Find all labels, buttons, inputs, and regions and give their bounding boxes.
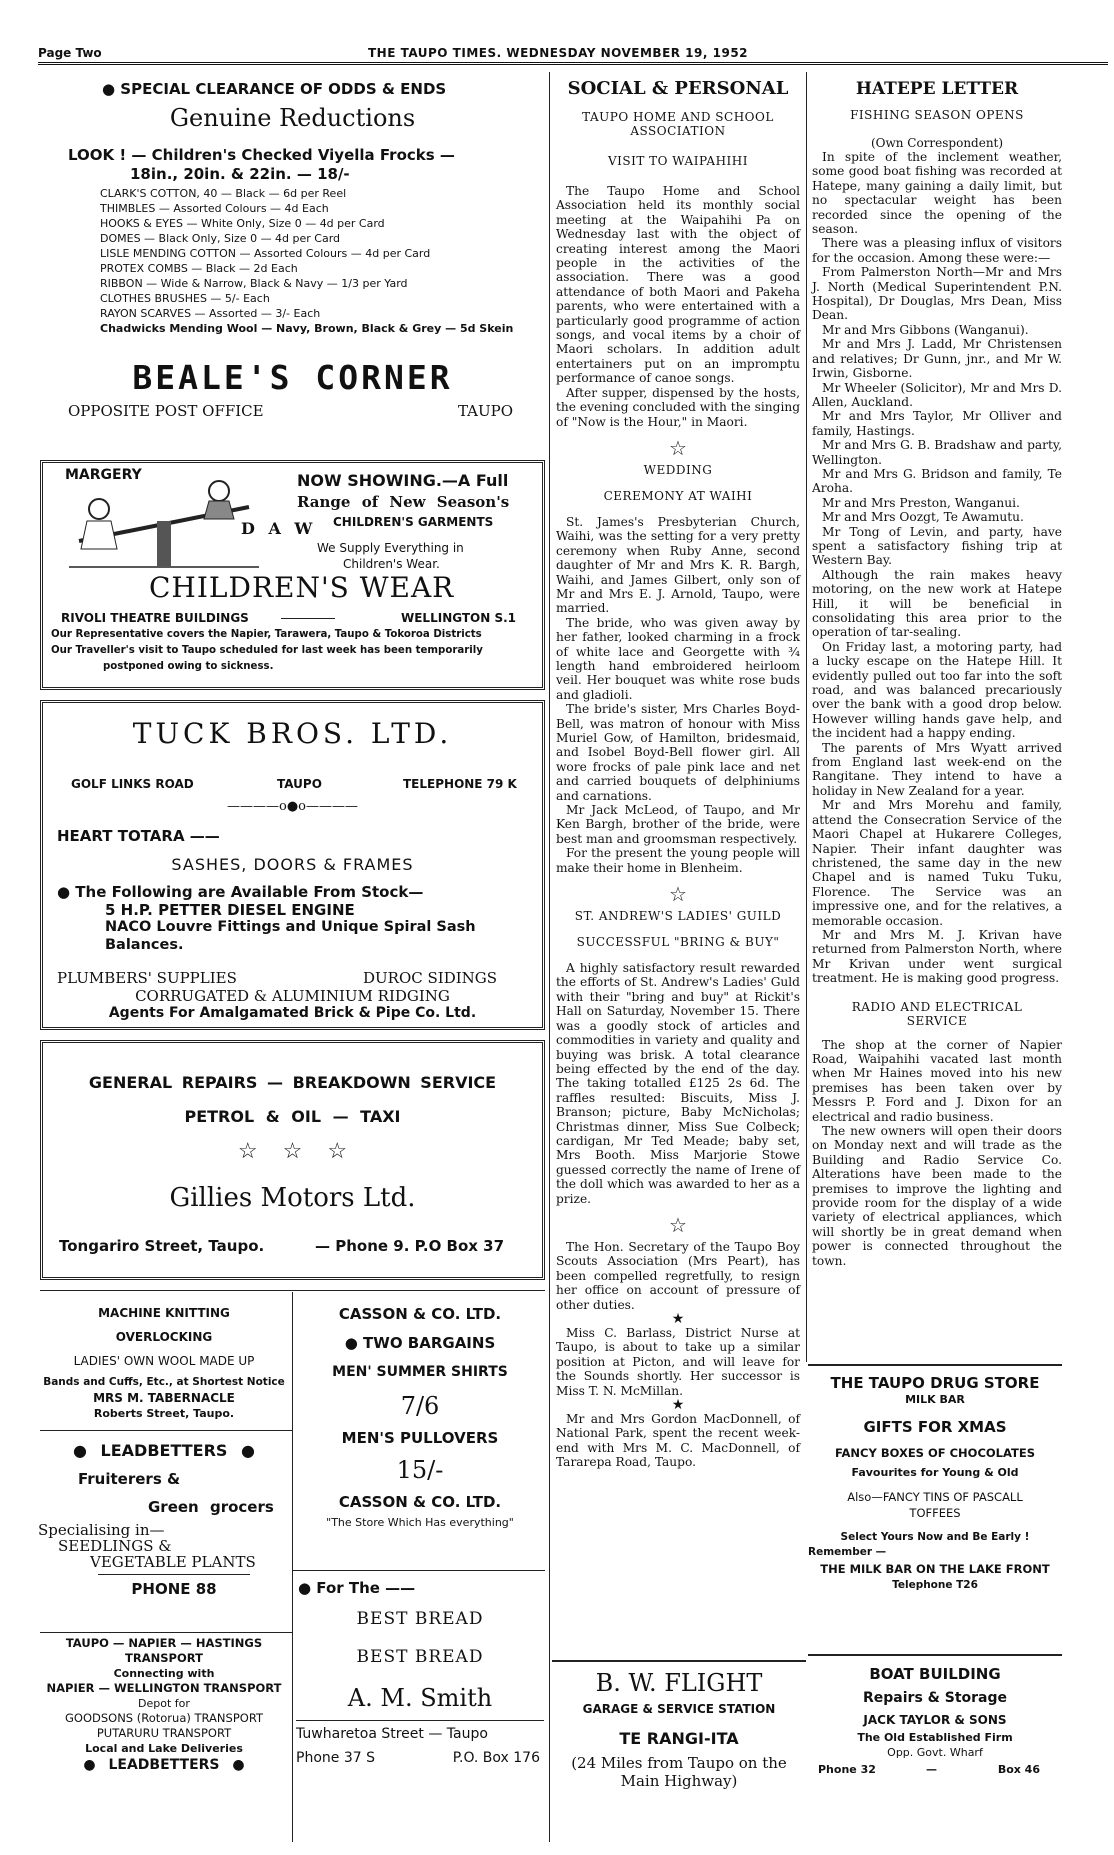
flight-distance-line2: Main Highway) [620, 1772, 738, 1790]
transport-line6: GOODSONS (Rotorua) TRANSPORT [64, 1711, 263, 1725]
boat-owner: JACK TAYLOR & SONS [863, 1713, 1007, 1727]
gillies-petrol: PETROL & OIL — TAXI [184, 1107, 401, 1126]
tuck-bros-ad [40, 700, 545, 1030]
gillies-stars: ☆ ☆ ☆ [237, 1139, 348, 1164]
margery-name: MARGERY [65, 467, 142, 483]
divider [281, 618, 335, 619]
casson-price2: 15/- [396, 1456, 444, 1484]
wedding-para5: For the present the young people will make their home in Blenheim. [556, 846, 800, 875]
list-item: CLARK'S COTTON, 40 — Black — 6d per Reel [100, 187, 347, 200]
tuck-ornament: ————o●o———— [227, 799, 358, 814]
transport-ad [38, 1636, 290, 1774]
tabernacle-line1: MACHINE KNITTING [98, 1306, 230, 1320]
rule [292, 1570, 545, 1571]
home-school-subheading: VISIT TO WAIPAHIHI [607, 154, 749, 168]
gillies-repairs: GENERAL REPAIRS — BREAKDOWN SERVICE [88, 1073, 497, 1092]
list-item: LISLE MENDING COTTON — Assorted Colours — 4d per Card [100, 247, 431, 260]
flight-sub: GARAGE & SERVICE STATION [582, 1702, 776, 1716]
hatepe-para: Although the rain makes heavy motoring, on the new work at Hatepe Hill, it will be beneficial in consolidating this area prior to the operation of tar-sealing. [812, 567, 1062, 640]
star-icon: ☆ [669, 882, 687, 907]
column-divider [292, 1292, 293, 1842]
casson-price1: 7/6 [400, 1392, 440, 1420]
home-school-heading: TAUPO HOME AND SCHOOL ASSOCIATION [582, 110, 774, 138]
wedding-para2: The bride, who was given away by her father, looked charming in a frock of white lace and Georgette with ¾ length hand embroidered heirloom veil. Her bouquet was white rose buds and gladioli. [556, 615, 800, 702]
tuck-road: GOLF LINKS ROAD [71, 777, 194, 791]
tabernacle-line6: Roberts Street, Taupo. [93, 1407, 235, 1420]
drug-boxes: FANCY BOXES OF CHOCOLATES [835, 1446, 1035, 1460]
drug-also-line1: Also—FANCY TINS OF PASCALL [847, 1490, 1023, 1504]
star-icon: ★ [671, 1397, 685, 1414]
drug-favourites: Favourites for Young & Old [851, 1466, 1019, 1479]
tuck-name: TUCK BROS. LTD. [132, 717, 453, 750]
smith-best-bread-2: BEST BREAD [356, 1647, 484, 1667]
column-divider [549, 72, 550, 1842]
leadbetters-name: ● LEADBETTERS ● [73, 1441, 255, 1460]
tabernacle-line5: MRS M. TABERNACLE [93, 1391, 235, 1405]
hatepe-para: From Palmerston North—Mr and Mrs J. North (Medical Superintendent P.N. Hospital), Dr Douglas, Mrs Dean, Miss Dean. [812, 265, 1062, 323]
hatepe-para: Mr and Mrs G. Bridson and family, Te Aroha. [812, 466, 1062, 496]
header-rule [38, 62, 1108, 65]
list-item: PROTEX COMBS — Black — 2d Each [100, 262, 298, 275]
flight-place: TE RANGI-ITA [619, 1729, 739, 1748]
smith-phone: Phone 37 S [296, 1750, 375, 1766]
margery-traveller-line1: Our Traveller's visit to Taupo scheduled for last week has been temporarily [51, 645, 483, 656]
transport-line9: ● LEADBETTERS ● [83, 1757, 245, 1773]
tuck-naco-line1: NACO Louvre Fittings and Unique Spiral Sash [105, 919, 476, 935]
drug-gifts: GIFTS FOR XMAS [863, 1418, 1007, 1436]
smith-best-bread-1: BEST BREAD [356, 1609, 484, 1629]
hatepe-subheading: FISHING SEASON OPENS [850, 108, 1024, 122]
tuck-corrugated: CORRUGATED & ALUMINIUM RIDGING [135, 987, 450, 1005]
beales-ad [40, 74, 545, 424]
tabernacle-line2: OVERLOCKING [115, 1330, 213, 1344]
masthead: THE TAUPO TIMES. WEDNESDAY NOVEMBER 19, 1952 [367, 46, 749, 60]
rule [40, 1290, 545, 1291]
beales-name: BEALE'S CORNER [132, 358, 453, 397]
casson-ad [296, 1300, 544, 1532]
boat-building-ad [808, 1654, 1062, 1780]
radio-para1: The shop at the corner of Napier Road, Waipahihi vacated last month when Mr Haines moved into his new premises has been taken over by Messrs P. Ford and J. Dixon for an electrical and radio business. [812, 1037, 1062, 1124]
supply-line1: We Supply Everything in [317, 541, 464, 555]
nurse-para: Miss C. Barlass, District Nurse at Taupo, is about to take up a similar position at Picton, and will leave for the Sounds shortly. Her successor is Miss T. N. McMillan. [556, 1326, 800, 1398]
transport-line4: NAPIER — WELLINGTON TRANSPORT [46, 1681, 282, 1695]
smith-for: ● For The —— [298, 1579, 416, 1597]
beales-banner: ● SPECIAL CLEARANCE OF ODDS & ENDS [102, 80, 447, 98]
beales-location-right: TAUPO [458, 402, 514, 420]
radio-heading: RADIO AND ELECTRICAL SERVICE [851, 999, 1023, 1028]
boat-phone: Phone 32 [818, 1763, 876, 1776]
tuck-phone: TELEPHONE 79 K [403, 777, 517, 791]
boat-dash: — [926, 1763, 937, 1776]
boat-opposite: Opp. Govt. Wharf [887, 1746, 983, 1759]
transport-line2: TRANSPORT [125, 1651, 203, 1665]
tuck-town: TAUPO [277, 777, 322, 791]
flight-ad [552, 1660, 806, 1790]
casson-bargains: ● TWO BARGAINS [344, 1334, 496, 1352]
gillies-motors-ad [40, 1040, 545, 1280]
page-number: Page Two [38, 46, 102, 60]
wedding-subheading: CEREMONY AT WAIHI [603, 488, 753, 503]
star-icon: ☆ [669, 435, 687, 460]
macdonnell-para: Mr and Mrs Gordon MacDonnell, of National Park, spent the recent week-end with Mrs M. C. MacDonnell, of Tararepa Road, Taupo. [556, 1412, 800, 1470]
transport-line8: Local and Lake Deliveries [85, 1742, 243, 1755]
star-icon: ☆ [669, 1212, 687, 1237]
drug-also-line2: TOFFEES [909, 1506, 961, 1520]
tabernacle-line3: LADIES' OWN WOOL MADE UP [73, 1354, 255, 1368]
hatepe-para: There was a pleasing influx of visitors for the occasion. Among these were:— [812, 236, 1062, 265]
tuck-supplies-left: PLUMBERS' SUPPLIES [57, 969, 237, 987]
transport-line1: TAUPO — NAPIER — HASTINGS [65, 1636, 263, 1650]
beales-look-line2: 18in., 20in. & 22in. — 18/- [130, 165, 350, 183]
hatepe-para: Mr Wheeler (Solicitor), Mr and Mrs D. Allen, Auckland. [812, 380, 1062, 409]
leadbetters-phone: PHONE 88 [98, 1574, 250, 1603]
gillies-street: Tongariro Street, Taupo. [59, 1237, 265, 1255]
transport-line7: PUTARURU TRANSPORT [96, 1726, 232, 1740]
margery-representative: Our Representative covers the Napier, Tarawera, Taupo & Tokoroa Districts [51, 629, 482, 640]
casson-name2: CASSON & CO. LTD. [338, 1493, 502, 1511]
leadbetters-spec1: Specialising in— [38, 1521, 165, 1539]
hatepe-para: On Friday last, a motoring party, had a lucky escape on the Hatepe Hill. It evidently pulled out too far into the soft road, and was balanced precariously over the bank with a good drop below. However willing hands gave help, and the incident had a happy ending. [812, 639, 1062, 741]
casson-pullovers: MEN'S PULLOVERS [341, 1429, 499, 1447]
drug-select-line2: Remember — [808, 1546, 887, 1558]
wedding-para4: Mr Jack McLeod, of Taupo, and Mr Ken Bargh, brother of the bride, were best man and groomsman respectively. [556, 803, 800, 846]
leadbetters-spec3: VEGETABLE PLANTS [90, 1553, 256, 1571]
social-personal-column [556, 74, 800, 1470]
scouts-para: The Hon. Secretary of the Taupo Boy Scouts Association (Mrs Peart), has been compelled regretfully, to resign her office on account of pressure of other duties. [556, 1239, 800, 1312]
tuck-naco-line2: Balances. [105, 937, 184, 953]
hatepe-para: In spite of the inclement weather, some good boat fishing was recorded at Hatepe, many gaining a daily limit, but no spectacular weight has been recorded since the opening of the season. [812, 150, 1062, 237]
transport-line5: Depot for [138, 1697, 190, 1710]
hatepe-para: Mr and Mrs Morehu and family, attend the Consecration Service of the Maori Chapel at Hukarere Colleges, Napier. Their infant daughter was christened, the same day in the new Chapel and is named Tuku Tuku, Florence. The Service was an impressive one, and for the relatives, a memorable occasion. [812, 798, 1062, 928]
hatepe-para: Mr and Mrs Oozgt, Te Awamutu. [822, 510, 1024, 525]
list-item: CLOTHES BRUSHES — 5/- Each [100, 292, 270, 305]
star-icon: ★ [671, 1311, 685, 1327]
margery-traveller-line2: postponed owing to sickness. [103, 661, 274, 672]
beales-look-line1: LOOK ! — Children's Checked Viyella Frocks — [68, 146, 455, 164]
boat-contact [808, 1760, 1062, 1780]
drug-telephone: Telephone T26 [892, 1579, 978, 1591]
childrens-wear-title: CHILDREN'S WEAR [149, 571, 455, 604]
list-item: Chadwicks Mending Wool — Navy, Brown, Black & Grey — 5d Skein [100, 322, 514, 335]
page-header [38, 44, 1078, 68]
hatepe-para: Mr and Mrs J. Ladd, Mr Christensen and relatives; Dr Gunn, jnr., and Mr W. Irwin, Gisborne. [812, 337, 1062, 381]
supply-line2: Children's Wear. [343, 557, 440, 571]
rule [40, 1430, 292, 1431]
hatepe-correspondent: (Own Correspondent) [870, 136, 1004, 150]
leadbetters-ad [38, 1436, 290, 1603]
margery-daw-ad [40, 460, 545, 690]
guild-para: A highly satisfactory result rewarded the efforts of St. Andrew's Ladies' Guld with their "bring and buy" at Rickit's Hall on Saturday, November 15. There was a goodly stock of articles and commodities in variety and quality and buying was brisk. A total clearance being effected by the end of the day. The taking totalled £125 2s 6d. The raffles resulted: Biscuits, Miss J. Branson; picture, Baby McNicholas; Christmas dinner, Miss Sue Colbeck; cardigan, Mr Ted Meade; baby set, Mrs Booth. Miss Marjorie Stowe guessed correctly the name of Irene of the doll which was awarded to her as a prize. [556, 961, 800, 1206]
hatepe-para: Mr and Mrs M. J. Krivan have returned from Palmerston North, where Mr Krivan under went surgical treatment. He is making good progress. [812, 927, 1062, 986]
column-divider [806, 72, 807, 1362]
now-showing-line1: NOW SHOWING.—A Full [297, 471, 509, 490]
wedding-para1: St. James's Presbyterian Church, Waihi, was the setting for a very pretty ceremony when Ruby Anne, second daughter of Mr and Mrs K. R. Bargh, Waihi, and James Gilbert, only son of Mr and Mrs E. J. Arnold, Taupo, were married. [556, 514, 800, 616]
radio-para2: The new owners will open their doors on Monday next and will trade as the Building and Radio Service Co. Alterations have been made to the premises to improve the lighting and provide room for the display of a wide variety of electrical appliances, which will shortly be in great demand when power is connected throughout the town. [812, 1124, 1062, 1268]
social-title: SOCIAL & PERSONAL [567, 78, 789, 99]
drug-select-line1: Select Yours Now and Be Early ! [840, 1531, 1030, 1543]
hatepe-para: Mr and Mrs Taylor, Mr Olliver and family, Hastings. [812, 409, 1062, 438]
tabernacle-line4: Bands and Cuffs, Etc., at Shortest Notice [43, 1376, 285, 1388]
drug-milkbar: MILK BAR [905, 1393, 965, 1406]
hatepe-para: Mr and Mrs Gibbons (Wanganui). [822, 322, 1029, 337]
hatepe-para: Mr and Mrs G. B. Bradshaw and party, Wellington. [812, 438, 1062, 467]
leadbetters-greengrocers: Green grocers [148, 1498, 274, 1516]
leadbetters-spec2: SEEDLINGS & [58, 1537, 172, 1555]
tuck-agents: Agents For Amalgamated Brick & Pipe Co. Ltd. [108, 1005, 477, 1021]
see-saw-children-illustration [59, 469, 269, 579]
leadbetters-fruiterers: Fruiterers & [78, 1470, 181, 1488]
flight-distance-line1: (24 Miles from Taupo on the [571, 1754, 787, 1772]
list-item: DOMES — Black Only, Size 0 — 4d per Card [100, 232, 341, 245]
margery-daw: D A W [241, 519, 317, 538]
hatepe-title: HATEPE LETTER [855, 79, 1019, 99]
smith-street: Tuwharetoa Street — Taupo [296, 1720, 544, 1747]
drug-name: THE TAUPO DRUG STORE [830, 1374, 1040, 1392]
now-showing-line2: Range of New Season's [297, 493, 510, 511]
guild-heading: ST. ANDREW'S LADIES' GUILD [574, 909, 782, 924]
wedding-heading: WEDDING [643, 462, 713, 477]
rule [40, 1632, 292, 1633]
tuck-stock: ● The Following are Available From Stock— [57, 883, 424, 901]
smith-box: P.O. Box 176 [452, 1750, 540, 1766]
transport-line3: Connecting with [113, 1667, 215, 1680]
tuck-engine: 5 H.P. PETTER DIESEL ENGINE [105, 901, 355, 919]
hatepe-para: Mr Tong of Levin, and party, have spent a satisfactory fishing trip at Western Bay. [812, 524, 1062, 568]
wedding-para3: The bride's sister, Mrs Charles Boyd-Bell, was matron of honour with Miss Muriel Gow, of Hamilton, bridesmaid, and Isobel Boyd-Bell flower girl. All wore frocks of pale pink lace and net and carried bouquets of delphiniums and carnations. [556, 702, 800, 803]
tabernacle-ad [38, 1300, 290, 1421]
now-showing-line3: CHILDREN'S GARMENTS [333, 515, 494, 529]
smith-contact [296, 1747, 544, 1769]
tuck-sashes: SASHES, DOORS & FRAMES [171, 855, 414, 874]
boat-firm: The Old Established Firm [857, 1731, 1013, 1744]
guild-subheading: SUCCESSFUL "BRING & BUY" [576, 935, 780, 950]
boat-repairs: Repairs & Storage [863, 1690, 1007, 1706]
beales-item-list [100, 186, 540, 336]
drug-store-ad [808, 1364, 1062, 1592]
margery-address-left: RIVOLI THEATRE BUILDINGS [61, 611, 249, 625]
gillies-phone: — Phone 9. P.O Box 37 [315, 1237, 505, 1255]
tuck-heart-totara: HEART TOTARA —— [57, 827, 220, 845]
boat-box: Box 46 [997, 1763, 1040, 1776]
casson-shirts: MEN' SUMMER SHIRTS [332, 1364, 508, 1380]
casson-slogan: "The Store Which Has everything" [326, 1516, 514, 1529]
drug-lake-front: THE MILK BAR ON THE LAKE FRONT [820, 1562, 1050, 1576]
beales-headline: Genuine Reductions [169, 104, 416, 132]
flight-name: B. W. FLIGHT [595, 1669, 763, 1697]
home-school-para1: The Taupo Home and School Association held its monthly social meeting at the Waipahihi Pa on Wednesday last with the object of creating interest among the Maori people in the activities of the association. There was a good attendance of both Maori and Pakeha parents, who were entertained with a particularly good programme of action songs, and vocal items by a choir of Maori scholars. In addition adult entertainers put on an impromptu performance of canoe songs. [556, 184, 800, 386]
smith-name: A. M. Smith [347, 1684, 493, 1712]
margery-address-right: WELLINGTON S.1 [401, 611, 517, 625]
list-item: THIMBLES — Assorted Colours — 4d Each [100, 202, 329, 215]
gillies-name: Gillies Motors Ltd. [169, 1183, 416, 1213]
hatepe-para: Mr and Mrs Preston, Wanganui. [822, 495, 1020, 510]
boat-name: BOAT BUILDING [869, 1665, 1001, 1683]
list-item: RAYON SCARVES — Assorted — 3/- Each [100, 307, 321, 320]
smith-bakery-ad [296, 1576, 544, 1769]
casson-name: CASSON & CO. LTD. [338, 1305, 502, 1323]
home-school-para2: After supper, dispensed by the hosts, the evening concluded with the singing of "Now is the Hour," in Maori. [556, 385, 800, 429]
tuck-supplies-right: DUROC SIDINGS [363, 969, 498, 987]
hatepe-letter-column [812, 74, 1062, 1268]
list-item: RIBBON — Wide & Narrow, Black & Navy — 1/3 per Yard [100, 277, 408, 290]
hatepe-para: The parents of Mrs Wyatt arrived from England last week-end on the Rangitane. They intend to have a holiday in New Zealand for a year. [812, 740, 1062, 798]
beales-location-left: OPPOSITE POST OFFICE [68, 402, 264, 420]
list-item: HOOKS & EYES — White Only, Size 0 — 4d per Card [100, 217, 385, 230]
